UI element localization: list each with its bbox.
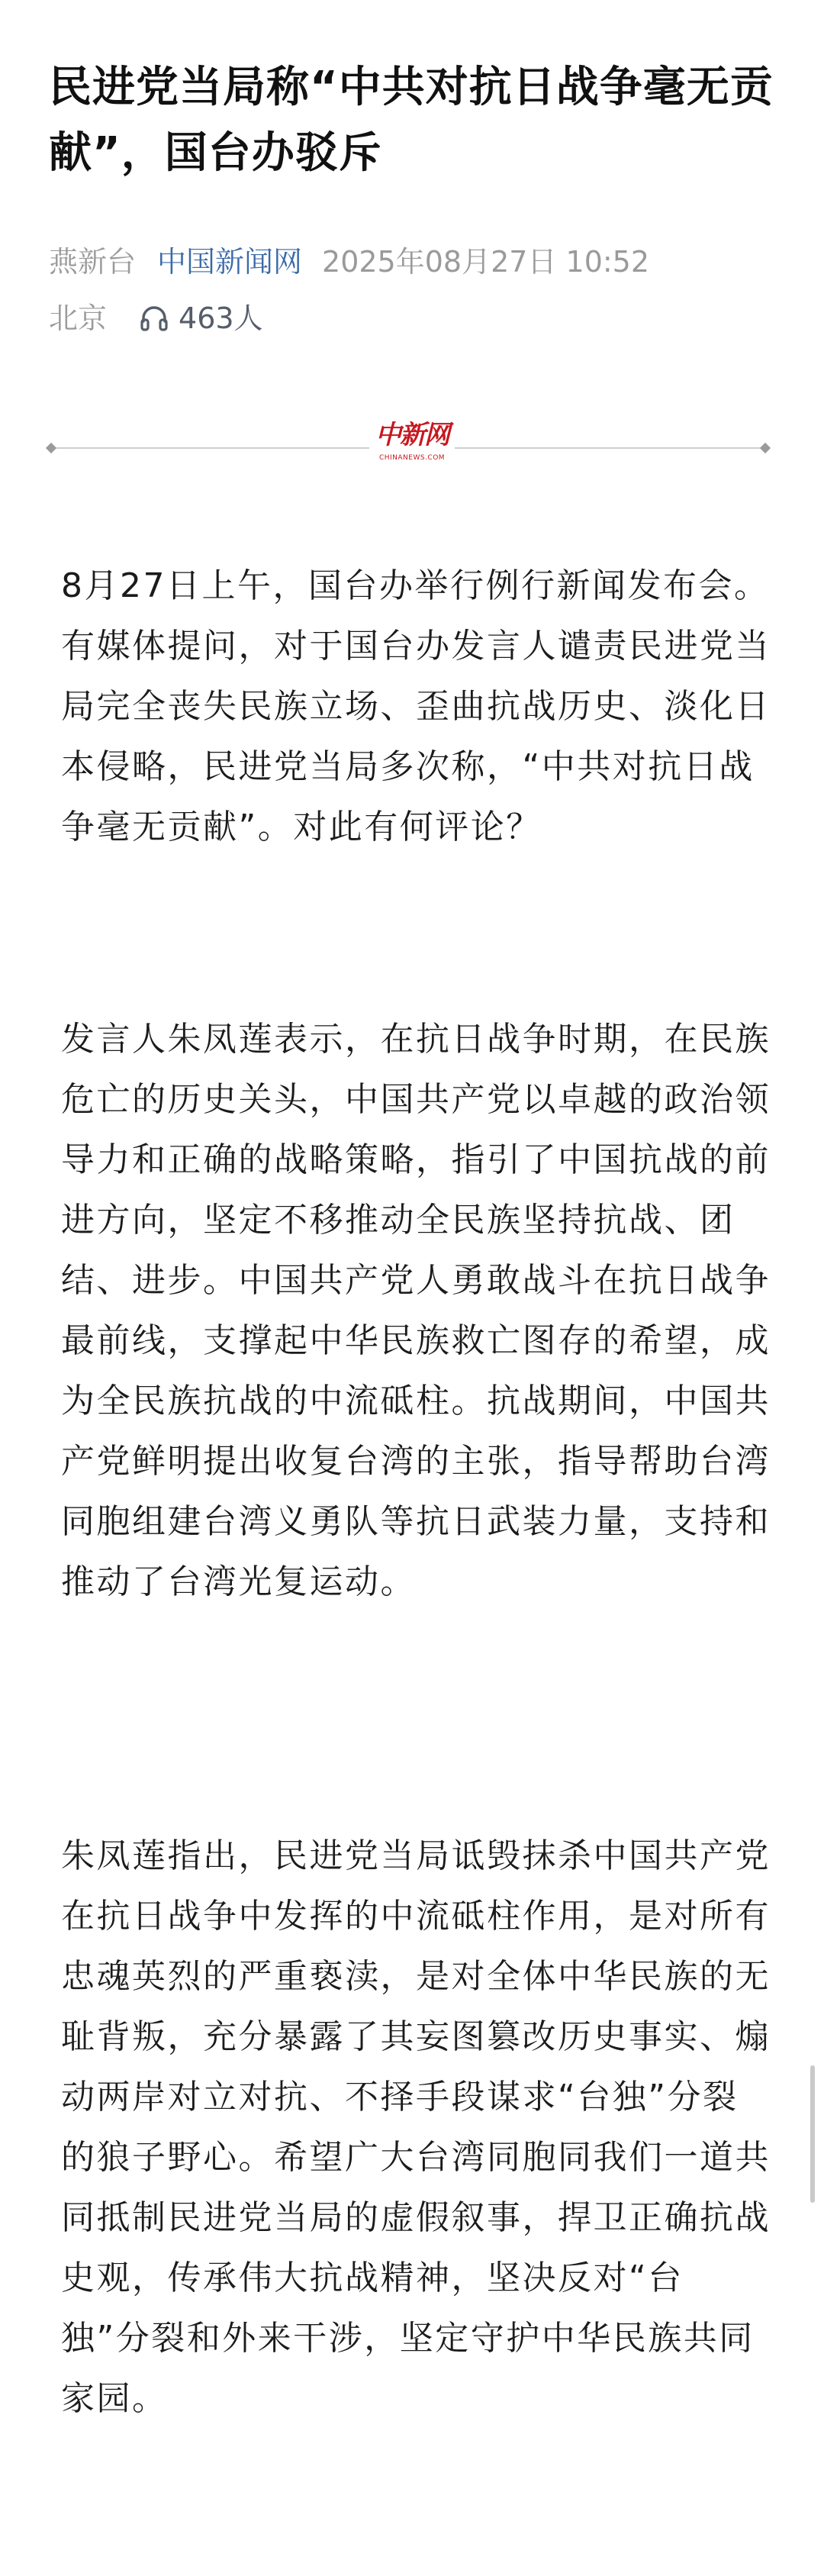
scrollbar[interactable]: [810, 2065, 815, 2203]
paragraph-1: 8月27日上午，国台办举行例行新闻发布会。有媒体提问，对于国台办发言人谴责民进党当局完全丧失民族立场、歪曲抗战历史、淡化日本侵略，民进党当局多次称，“中共对抗日战争毫无贡献”。对此有何评论？: [61, 566, 771, 846]
publisher-link[interactable]: 中国新闻网: [157, 245, 303, 279]
headphones-icon[interactable]: [137, 301, 171, 335]
article-title: 民进党当局称“中共对抗日战争毫无贡献”，国台办驳斥: [49, 63, 774, 178]
paragraph-3: 朱凤莲指出，民进党当局诋毁抹杀中国共产党在抗日战争中发挥的中流砥柱作用，是对所有忠魂英烈的严重亵渎，是对全体中华民族的无耻背叛，充分暴露了其妄图篡改历史事实、煽动两岸对立对抗、不择手段谋求“台独”分裂的狼子野心。希望广大台湾同胞同我们一道共同抵制民进党当局的虚假叙事，捍卫正确抗战史观，传承伟大抗战精神，坚决反对“台独”分裂和外来干涉，坚定守护中华民族共同家园。: [61, 1836, 771, 2418]
listen-count: 463人: [179, 301, 263, 335]
article-meta-secondary: [49, 285, 263, 351]
divider-left-dot: [46, 443, 56, 453]
logo-subtext: CHINANEWS.COM: [378, 454, 446, 462]
location-label: 北京: [49, 301, 108, 335]
logo-wordmark: 中新网: [375, 420, 449, 450]
source-label: 燕新台: [49, 245, 137, 279]
publish-date: 2025年08月27日 10:52: [322, 245, 650, 279]
paragraph-2: 发言人朱凤莲表示，在抗日战争时期，在民族危亡的历史关头，中国共产党以卓越的政治领导力和正确的战略策略，指引了中国抗战的前进方向，坚定不移推动全民族坚持抗战、团结、进步。中国共产党人勇敢战斗在抗日战争最前线，支撑起中华民族救亡图存的希望，成为全民族抗战的中流砥柱。抗战期间，中国共产党鲜明提出收复台湾的主张，指导帮助台湾同胞组建台湾义勇队等抗日武装力量，支持和推动了台湾光复运动。: [61, 1020, 771, 1601]
divider-right-dot: [760, 443, 771, 453]
chinanews-logo: [369, 417, 455, 478]
